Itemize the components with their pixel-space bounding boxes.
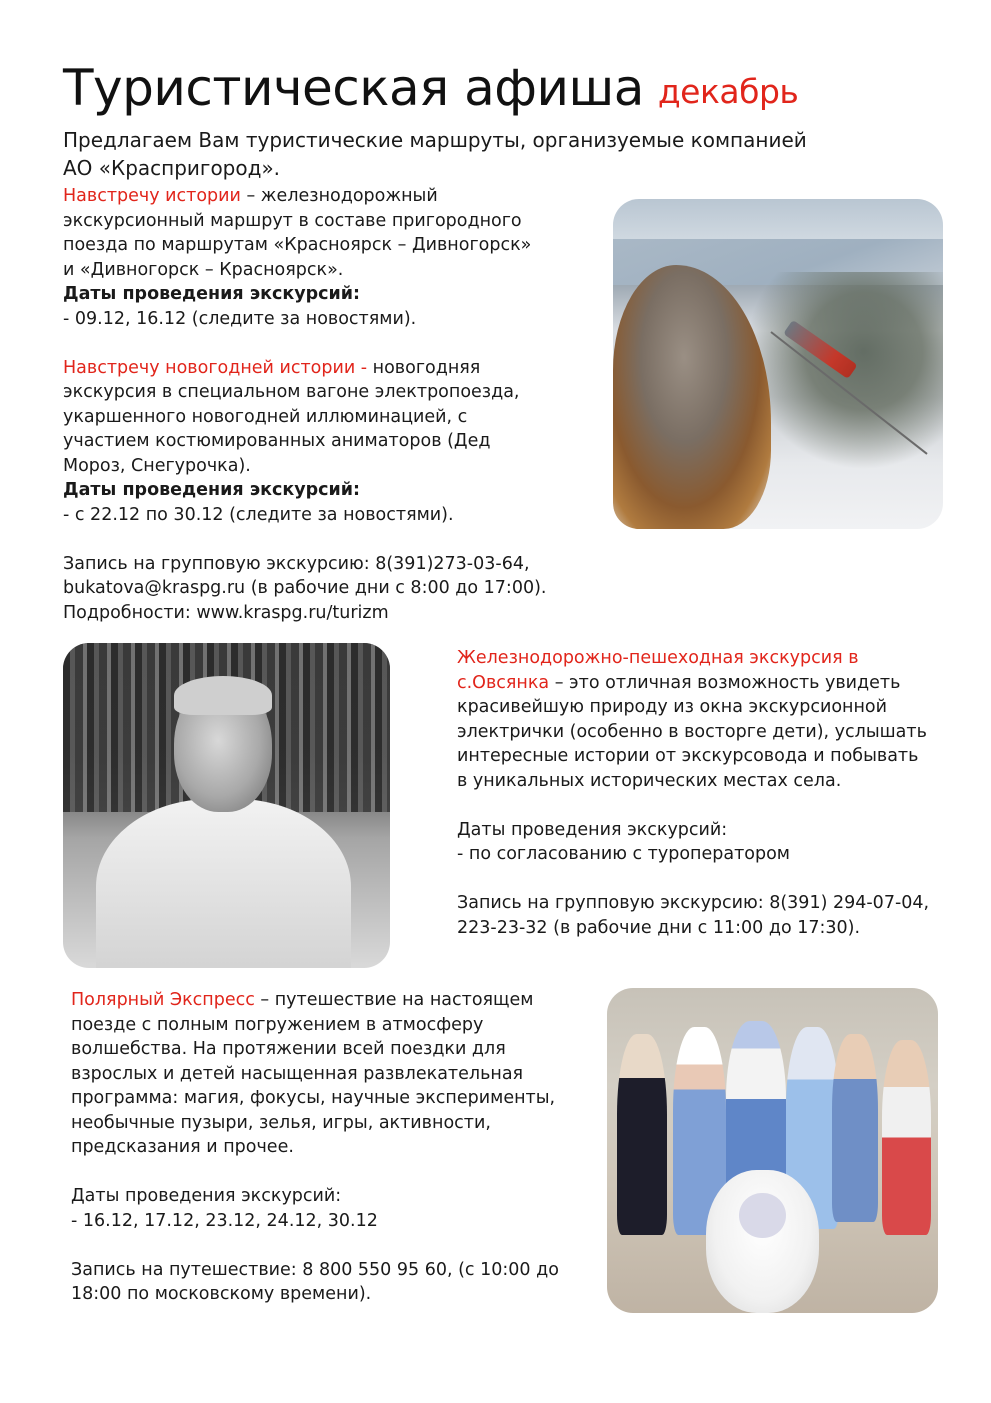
photo-yeti-face xyxy=(739,1193,785,1239)
intro-line-2: АО «Краспригород». xyxy=(63,156,281,180)
booking-line-2: bukatova@kraspg.ru (в рабочие дни с 8:00 до 17:00). xyxy=(63,578,547,598)
portrait-photo xyxy=(63,643,390,968)
section-ovsyanka-line-4: интересные истории от экскурсовода и побывать xyxy=(457,746,919,766)
section-ovsyanka-line-1 xyxy=(457,671,977,696)
page-title xyxy=(63,58,798,124)
intro-text xyxy=(63,126,923,182)
section-history-dates: - 09.12, 16.12 (следите за новостями). xyxy=(63,308,417,329)
section-newyear-line-1 xyxy=(63,356,603,381)
booking-line-1: Запись на групповую экскурсию: 8(391)273-03-64, xyxy=(63,553,530,574)
section-ovsyanka-text: – это отличная возможность увидеть xyxy=(549,672,901,693)
section-polar-booking-2: 18:00 по московскому времени). xyxy=(71,1284,372,1304)
section-newyear-name: Навстречу новогодней истории - xyxy=(63,357,368,378)
group-photo xyxy=(607,988,938,1313)
section-ovsyanka-dates: - по согласованию с туроператором xyxy=(457,844,791,864)
section-ovsyanka-booking-2: 223-23-32 (в рабочие дни с 11:00 до 17:30). xyxy=(457,917,861,938)
section-history-line-4: и «Дивногорск – Красноярск». xyxy=(63,259,344,280)
section-newyear-dates: - с 22.12 по 30.12 (следите за новостями). xyxy=(63,504,454,525)
section-history-text: – железнодорожный xyxy=(240,186,438,206)
section-history-line-3: поезда по маршрутам «Красноярск – Дивногорск» xyxy=(63,235,532,255)
section-history-name: Навстречу истории xyxy=(63,186,241,206)
photo-figure-5 xyxy=(832,1034,878,1223)
photo-hair xyxy=(174,676,272,715)
section-ovsyanka-line-5: в уникальных исторических местах села. xyxy=(457,770,842,791)
photo-shirt xyxy=(96,799,351,968)
section-polar-dates: - 16.12, 17.12, 23.12, 24.12, 30.12 xyxy=(71,1210,378,1231)
section-polar-line-5: программа: магия, фокусы, научные эксперименты, xyxy=(71,1088,556,1108)
section-polar-line-2: поезде с полным погружением в атмосферу xyxy=(71,1014,484,1035)
section-history-line-1 xyxy=(63,184,603,209)
section-ovsyanka-line-3: электрички (особенно в восторге дети), услышать xyxy=(457,721,927,742)
section-history xyxy=(63,184,603,625)
section-ovsyanka-name-1: Железнодорожно-пешеходная экскурсия в xyxy=(457,648,859,668)
section-newyear-dates-label: Даты проведения экскурсий: xyxy=(63,480,361,500)
title-text: Туристическая афиша xyxy=(63,59,644,117)
section-newyear-text: новогодняя xyxy=(367,357,481,378)
section-newyear-line-4: участием костюмированных аниматоров (Дед xyxy=(63,431,491,451)
photo-figure-1 xyxy=(617,1034,667,1236)
section-polar-text: – путешествие на настоящем xyxy=(254,990,534,1010)
section-ovsyanka-booking-1: Запись на групповую экскурсию: 8(391) 294-07-04, xyxy=(457,893,930,913)
section-history-dates-label: Даты проведения экскурсий: xyxy=(63,284,361,304)
photo-figure-6 xyxy=(882,1040,932,1235)
section-ovsyanka-dates-label: Даты проведения экскурсий: xyxy=(457,819,728,840)
section-polar-line-1 xyxy=(71,988,601,1013)
section-polar-dates-label: Даты проведения экскурсий: xyxy=(71,1186,342,1206)
section-polar-booking-1: Запись на путешествие: 8 800 550 95 60, (с 10:00 до xyxy=(71,1259,559,1280)
section-history-line-2: экскурсионный маршрут в составе пригородного xyxy=(63,210,522,231)
photo-yeti xyxy=(706,1170,819,1313)
booking-line-3: Подробности: www.kraspg.ru/turizm xyxy=(63,602,389,623)
section-polar-line-3: волшебства. На протяжении всей поездки для xyxy=(71,1039,506,1059)
section-polar-name: Полярный Экспресс xyxy=(71,990,255,1010)
section-polar-line-6: необычные пузыри, зелья, игры, активности, xyxy=(71,1112,491,1133)
train-photo xyxy=(613,199,943,529)
intro-line-1: Предлагаем Вам туристические маршруты, организуемые компанией xyxy=(63,128,807,152)
section-ovsyanka xyxy=(457,646,977,940)
section-newyear-line-3: укаршенного новогодней иллюминацией, с xyxy=(63,406,468,427)
section-polar-line-4: взрослых и детей насыщенная развлекательная xyxy=(71,1063,524,1084)
section-newyear-line-5: Мороз, Снегурочка). xyxy=(63,455,251,476)
section-newyear-line-2: экскурсия в специальном вагоне электропоезда, xyxy=(63,382,520,402)
section-ovsyanka-name-2: с.Овсянка xyxy=(457,672,550,693)
section-polar-express xyxy=(71,988,601,1307)
section-ovsyanka-line-2: красивейшую природу из окна экскурсионной xyxy=(457,697,888,717)
section-polar-line-7: предсказания и прочее. xyxy=(71,1137,294,1157)
title-month: декабрь xyxy=(657,72,799,111)
